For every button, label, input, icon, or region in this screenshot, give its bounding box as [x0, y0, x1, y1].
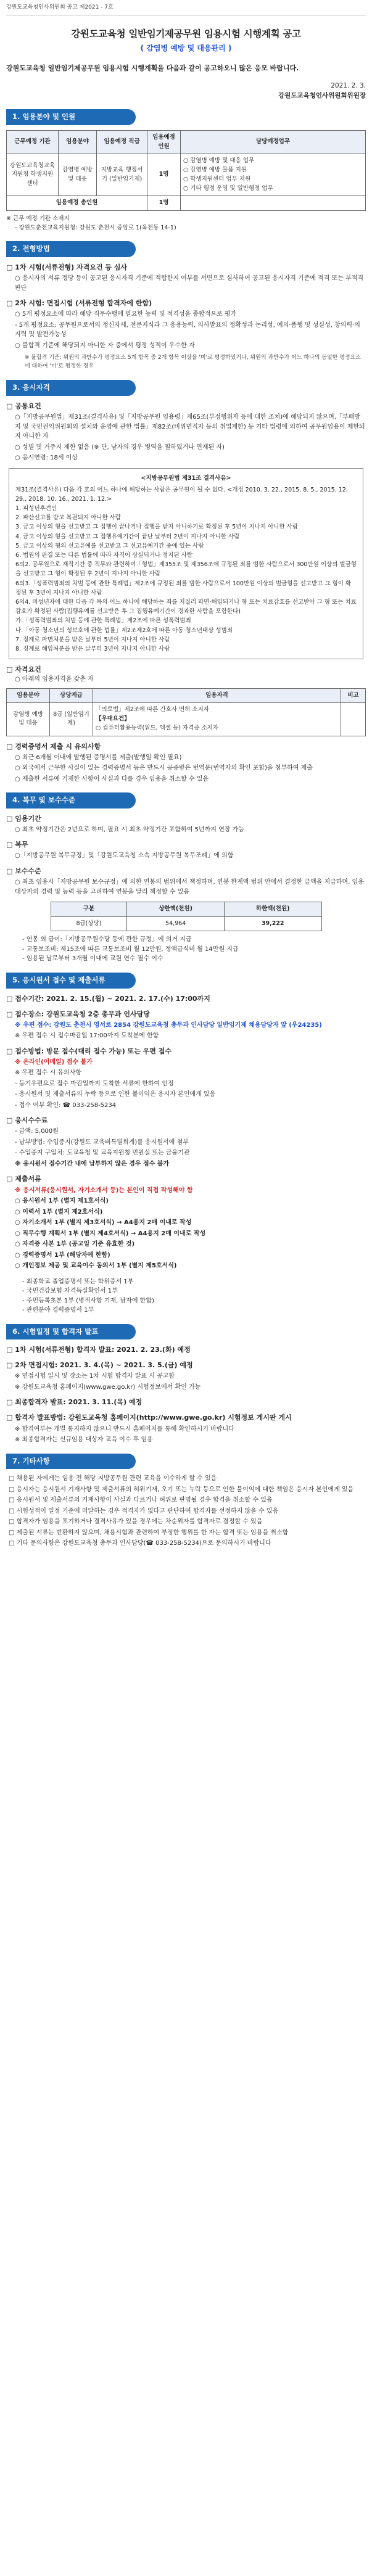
announcement-date: 2021. 2. 3. [331, 81, 366, 89]
box-line: 3. 금고 이상의 형을 선고받고 그 집행이 끝나거나 집행을 받지 아니하기로 확정된 후 5년이 지나지 아니한 사람 [15, 524, 299, 531]
step2-notes [15, 1372, 366, 1392]
intro-text: 강원도교육청 일반임기제공무원 임용시험 시행계획을 다음과 같이 공고하오니 많은 응모 바랍니다. [6, 64, 299, 72]
fee-body [15, 1127, 366, 1169]
duty-item: ○ 감염병 예방 및 대응 업무 [183, 157, 255, 165]
table-header-cell: 임용예정 인원 [147, 130, 181, 154]
quals-cell [93, 703, 341, 736]
paragraph: ○ 불합격 기준에 해당되지 아니한 자 중에서 평정 성적이 우수한 자 [15, 342, 195, 349]
paragraph: □ 응시원서 및 제출서류의 기재사항이 사실과 다르거나 허위로 판명될 경우 합격을 취소할 수 있음 [9, 1497, 273, 1504]
paragraph: ○ 제출한 서류에 기재한 사항이 사실과 다를 경우 임용을 취소할 수 있음 [15, 775, 209, 783]
term-body [15, 825, 366, 835]
paragraph: ○ 최근 6개월 이내에 발행된 증명서를 제출(발행일 확인 필요) [15, 754, 182, 761]
paragraph: - 5개 평정요소: 공무원으로서의 정신자세, 전문지식과 그 응용능력, 의사발표의 정확성과 논리성, 예의·품행 및 성실성, 창의력·의지력 및 발전가능성 [15, 321, 360, 339]
table-header-cell: 근무예정 기관 [7, 130, 59, 154]
box-line: 5. 금고 이상의 형의 선고유예를 선고받고 그 선고유예기간 중에 있는 사람 [15, 542, 204, 549]
docs-notes [22, 1277, 366, 1315]
table-header-cell: 담당예정업무 [181, 130, 366, 154]
section-2-heading: 2. 전형방법 [6, 241, 136, 257]
table-header-cell: 구분 [51, 902, 127, 917]
paragraph: ○ 경력증명서 1부 (해당자에 한함) [15, 1251, 110, 1259]
section-6-heading: 6. 시험일정 및 합격자 발표 [6, 1324, 136, 1340]
qual-item: ○ 컴퓨터활용능력(워드, 엑셀 등) 자격증 소지자 [96, 724, 219, 731]
table-header-cell: 하한액(천원) [224, 902, 321, 917]
paragraph: ○ 5개 평정요소에 따라 해당 직무수행에 필요한 능력 및 적격성을 종합적으로 평가 [15, 311, 237, 318]
step2-body [15, 310, 366, 350]
disqualification-box [9, 468, 363, 660]
box-line: 1. 피성년후견인 [15, 505, 57, 512]
method-title: □ 접수방법: 방문 접수(대리 접수 가능) 또는 우편 접수 [6, 1047, 172, 1055]
docs-title: □ 제출서류 [6, 1175, 41, 1183]
duty-item: ○ 학생지원센터 업무 지원 [183, 175, 251, 183]
paragraph: □ 채용된 자에게는 임용 전 해당 지방공무원 관련 교육을 이수하게 할 수 있음 [9, 1475, 217, 1483]
section-1-heading: 1. 임용분야 및 인원 [6, 109, 136, 125]
paragraph: - 응시원서 및 제출서류의 누락 등으로 인한 불이익은 응시자 본인에게 있음 [15, 1091, 216, 1098]
paragraph: ※ 온라인(이메일) 접수 불가 [15, 1058, 93, 1066]
method-body [15, 1058, 366, 1111]
grade-cell: 8급(상당) [51, 916, 127, 931]
recruit-table-header [7, 130, 366, 154]
box-line: 7. 징계로 파면처분을 받은 날부터 5년이 지나지 아니한 사람 [15, 636, 170, 643]
table-header-cell: 상당계급 [50, 688, 93, 703]
paragraph: ○ 최초 약정기간은 2년으로 하며, 필요 시 최초 약정기간 포함하여 5년까지 연장 가능 [15, 826, 244, 833]
docs-body [15, 1186, 366, 1271]
paragraph: ※ 응시원서 접수기간 내에 납부하지 않은 경우 접수 불가 [15, 1160, 170, 1167]
paragraph: - 연봉 외 급여:「지방공무원수당 등에 관한 규정」에 의거 지급 [22, 936, 192, 944]
pay-table [51, 902, 322, 931]
paragraph: - 교통보조비: 제15조에 따른 교통보조비 월 12만원, 정액급식비 월 14만원 지급 [22, 945, 239, 953]
term-title: □ 임용기간 [6, 814, 41, 823]
duty-title: □ 복무 [6, 841, 28, 849]
paragraph: □ 기타 문의사항은 강원도교육청 총무과 인사담당(☎ 033-258-5234)으로 문의하시기 바랍니다 [9, 1540, 271, 1547]
fail-criteria-note: ※ 불합격 기준: 위원의 과반수가 평정요소 5개 항목 중 2개 항목 이상을 '미'로 평정하였거나, 위원의 과반수가 어느 하나의 동일한 평정요소에 대하여 '미'로 평정한 경우 [25, 355, 361, 370]
table-row [51, 916, 321, 931]
total-label-cell: 임용예정 총인원 [7, 196, 147, 211]
table-header-cell: 임용분야 [7, 688, 50, 703]
common-req-title: □ 공통요건 [6, 402, 41, 410]
section-5-heading: 5. 응시원서 접수 및 제출서류 [6, 973, 136, 989]
place-body [15, 1021, 366, 1041]
paragraph: ○ 성별 및 거주지 제한 없음 (※ 단, 남자의 경우 병역을 필하였거나 면제된 자) [15, 443, 225, 451]
field-cell: 감염병 예방 및 대응 [7, 703, 50, 736]
count-cell: 1명 [147, 154, 181, 196]
page-title: 강원도교육청 일반임기제공무원 임용시험 시행계획 공고 [71, 28, 301, 39]
period-title: □ 접수기간: 2021. 2. 15.(월) ~ 2021. 2. 17.(수) 17:00까지 [6, 994, 210, 1003]
paragraph: - 최종학교 졸업증명서 또는 학위증서 1부 [22, 1278, 134, 1285]
box-line: 6의4. 미성년자에 대한 다음 각 목의 어느 하나에 해당하는 죄를 저질러 파면·해임되거나 형 또는 치료감호를 선고받아 그 형 또는 치료감호가 확정된 사람(집행유예를 선고받은 후 그 집행유예기간이 경과한 사람을 포함한다) [15, 598, 357, 615]
paragraph: ※ 응시서류(응시원서, 자기소개서 등)는 본인이 직접 작성해야 함 [15, 1187, 193, 1194]
upper-cell: 54,964 [127, 916, 225, 931]
paragraph: ※ 우편 접수 시 유의사항 [15, 1069, 82, 1077]
fee-title: □ 응시수수료 [6, 1116, 48, 1125]
step1-title: □ 1차 시험(서류전형) 자격요건 등 심사 [6, 263, 128, 272]
paragraph: ○ 응시자의 서류 정당 등이 공고된 응시자격 기준에 적합한지 여부를 서면으로 심사하여 공고된 응시자격 기준에 적격 또는 부적격 판단 [15, 275, 364, 292]
pay-notes [22, 935, 366, 964]
step2-announce: □ 2차 면접시험: 2021. 3. 4.(목) ~ 2021. 3. 5.(금) 예정 [6, 1361, 193, 1370]
exp-cert-body [15, 753, 366, 784]
box-line: 6의3.「성폭력범죄의 처벌 등에 관한 특례법」제2조에 규정된 죄를 범한 사람으로서 100만원 이상의 벌금형을 선고받고 그 형이 확정된 후 3년이 지나지 아니한 사람 [15, 580, 352, 596]
paragraph: □ 제출된 서류는 반환하지 않으며, 채용시험과 관련하여 부정한 행위를 한 자는 합격 또는 임용을 취소함 [9, 1529, 289, 1536]
pay-body [15, 878, 366, 897]
paragraph: ※ 면접시험 일시 및 장소는 1차 시험 합격자 발표 시 공고함 [15, 1373, 175, 1380]
recruit-table [6, 130, 366, 211]
pay-title: □ 보수수준 [6, 866, 41, 875]
location-notes [6, 215, 366, 232]
empty-cell [181, 196, 366, 211]
table-row [7, 703, 366, 736]
paragraph: - 납부방법: 수입증지(강원도 교육비특별회계)를 응시원서에 첨부 [15, 1138, 189, 1146]
total-value-cell: 1명 [147, 196, 181, 211]
box-line: 8. 징계로 해임처분을 받은 날부터 3년이 지나지 아니한 사람 [15, 645, 170, 652]
table-row [7, 196, 366, 211]
place-title: □ 접수장소: 강원도교육청 2층 총무과 인사담당 [6, 1010, 150, 1018]
paragraph: ○ 응시연령: 18세 이상 [15, 455, 78, 462]
lower-cell: 39,222 [224, 916, 321, 931]
duties-cell [181, 154, 366, 196]
box-line: 나.「아동·청소년의 성보호에 관한 법률」제2조제2호에 따른 아동·청소년대상 성범죄 [15, 627, 233, 634]
box-line: 2. 파산선고를 받고 복권되지 아니한 사람 [15, 514, 121, 522]
paragraph: - 국민건강보험 자격득실확인서 1부 [22, 1288, 118, 1295]
duty-body [15, 851, 366, 861]
paragraph: - 등기우편으로 접수 마감일까지 도착한 서류에 한하여 인정 [15, 1080, 174, 1087]
paragraph: - 관련분야 경력증명서 1부 [22, 1307, 94, 1314]
paragraph: ○ 자기소개서 1부 (별지 제3호서식) → A4용지 2매 이내로 작성 [15, 1219, 192, 1227]
paragraph: ○ 최초 임용시「지방공무원 보수규정」에 의한 연봉의 범위에서 책정하며, 연봉 한계액 범위 안에서 결정한 금액을 지급하며, 임용대상자의 경력 및 능력 등을 고려하여 연봉을 달리 책정할 수 있음 [15, 879, 364, 895]
box-line: 6. 법원의 판결 또는 다른 법률에 따라 자격이 상실되거나 정지된 사람 [15, 552, 193, 559]
table-header-cell: 상한액(천원) [127, 902, 225, 917]
qual-req-title: □ 자격요건 [6, 665, 41, 674]
org-cell: 강원도교육청교육지원청 학생지원센터 [7, 154, 59, 196]
grade-cell: 지방교육 행정서기 (일반임기제) [97, 154, 147, 196]
pay-table-header [51, 902, 321, 917]
paragraph: ○ 자격증 사본 1부 (공고일 기준 유효한 것) [15, 1241, 135, 1248]
misc-body [9, 1474, 366, 1549]
box-line: 6의2. 공무원으로 재직기간 중 직무와 관련하여「형법」제355조 및 제356조에 규정된 죄를 범한 사람으로서 300만원 이상의 벌금형을 선고받고 그 형이 확정된 후 2년이 지나지 아니한 사람 [15, 561, 357, 578]
paragraph: ※ 합격여부는 개별 통지하지 않으니 반드시 홈페이지를 통해 확인하시기 바랍니다 [15, 1425, 234, 1433]
table-row [7, 154, 366, 196]
paragraph: ※ 강원도교육청 홈페이지(www.gwe.go.kr) 시험정보에서 확인 가능 [15, 1383, 201, 1391]
paragraph: - 수입증지 구입처: 도교육청 및 교육지원청 민원실 또는 금융기관 [15, 1150, 190, 1157]
qualification-table [6, 688, 366, 736]
remark-cell [341, 703, 366, 736]
field-cell: 감염병 예방 및 대응 [59, 154, 97, 196]
paragraph: - 접수 여부 확인: ☎ 033-258-5234 [15, 1101, 117, 1109]
paragraph: - 금액: 5,000원 [15, 1128, 59, 1135]
step1-announce: □ 1차 시험(서류전형) 합격자 발표: 2021. 2. 23.(화) 예정 [6, 1346, 191, 1354]
issuer-name: 강원도교육청인사위원회위원장 [278, 91, 366, 99]
section-3-heading: 3. 응시자격 [6, 380, 136, 396]
announce-notes [15, 1425, 366, 1445]
paragraph: - 임용된 날로부터 3개월 이내에 교원 연수 필수 이수 [22, 955, 163, 963]
step2-title: □ 2차 시험: 면접시험 (서류전형 합격자에 한함) [6, 299, 152, 308]
qual-item: 【우대요건】 [96, 715, 130, 723]
final-announce: □ 최종합격자 발표: 2021. 3. 11.(목) 예정 [6, 1398, 143, 1407]
paragraph: ○ 개인정보 제공 및 교육이수 동의서 1부 (별지 제5호서식) [15, 1262, 177, 1270]
table-header-cell: 임용분야 [59, 130, 97, 154]
paragraph: ○「지방공무원 복무규정」및「강원도교육청 소속 지방공무원 복무조례」에 의함 [15, 852, 234, 860]
box-line: 4. 금고 이상의 형을 선고받고 그 집행유예기간이 끝난 날부터 2년이 지나지 아니한 사람 [15, 533, 240, 540]
exp-cert-title: □ 경력증명서 제출 시 유의사항 [6, 742, 101, 751]
step1-body [15, 274, 366, 293]
page-subtitle: ( 감염병 예방 및 대응관리 ) [140, 43, 232, 52]
section-4-heading: 4. 복무 및 보수수준 [6, 792, 136, 809]
paragraph: ○ 외국에서 근무한 사실이 있는 경력증명서 등은 반드시 공증받은 번역문(번역자의 확인 포함)을 첨부하여 제출 [15, 765, 313, 772]
section-7-heading: 7. 기타사항 [6, 1454, 136, 1470]
qual-item: 「의료법」제2조에 따른 간호사 면허 소지자 [96, 706, 209, 714]
duty-item: ○ 기타 행정 운영 및 일반행정 업무 [183, 184, 273, 192]
qual-req-note: ○ 아래의 임용자격을 갖춘 자 [15, 676, 94, 683]
paragraph: □ 시험성적이 일정 기준에 미달하는 경우 적격자가 없다고 판단하여 합격자를 선정하지 않을 수 있음 [9, 1507, 279, 1515]
paragraph: ○「지방공무원법」제31조(결격사유) 및「지방공무원 임용령」제65조(부정행위자 등에 대한 조치)에 해당되지 않으며,「부패방지 및 국민권익위원회의 설치와 운영에 관한 법률」제82조(비위면직자 등의 취업제한) 등 기타 법령에 의하여 공무원임용이 제한되지 아니한 자 [15, 414, 365, 440]
table-header-cell: 비고 [341, 688, 366, 703]
table-header-cell: 임용자격 [93, 688, 341, 703]
paragraph: ○ 이력서 1부 (별지 제2호서식) [15, 1208, 103, 1216]
duty-item: ○ 감염병 예방 물품 지원 [183, 167, 247, 174]
box-title: <지방공무원법 제31조 결격사유> [141, 474, 231, 482]
qualification-table-header [7, 688, 366, 703]
paragraph: □ 합격자가 임용을 포기하거나 결격사유가 있을 경우에는 차순위자를 합격자로 결정할 수 있음 [9, 1518, 263, 1526]
box-line: 가.「성폭력범죄의 처벌 등에 관한 특례법」제2조에 따른 성폭력범죄 [15, 617, 191, 625]
paragraph: □ 응시자는 응시원서 기재사항 및 제출서류의 허위기재, 오기 또는 누락 등으로 인한 불이익에 대한 책임은 응시자 본인에게 있음 [9, 1486, 354, 1493]
paragraph: ※ 우편 접수 시 접수마감일 17:00까지 도착분에 한함 [15, 1032, 159, 1040]
paragraph: ※ 최종합격자는 신규임용 대상자 교육 이수 후 임용 [15, 1436, 153, 1444]
rank-cell: 8급 (일반임기제) [50, 703, 93, 736]
note-item: - 강원도춘천교육지원청: 강원도 춘천시 중앙로 1(옥천동 14-1) [15, 224, 176, 231]
paragraph: - 주민등록초본 1부 (병적사항 기재, 남자에 한함) [22, 1297, 154, 1304]
paragraph: ○ 직무수행 계획서 1부 (별지 제4호서식) → A4용지 2매 이내로 작성 [15, 1230, 206, 1237]
announce-method-title: □ 합격자 발표방법: 강원도교육청 홈페이지(http://www.gwe.go.kr) 시험정보 게시판 게시 [6, 1414, 292, 1422]
note-item: ※ 근무 예정 기관 소재지 [6, 215, 70, 222]
document-number: 강원도교육청인사위원회 공고 제2021 - 7호 [6, 0, 366, 15]
box-line: 제31조(결격사유) 다음 각 호의 어느 하나에 해당하는 사람은 공무원이 될 수 없다. <개정 2010. 3. 22., 2015. 8. 5., 2015. 12. 29., 2018. 10. 16., 2021. 1. 12.> [15, 486, 348, 503]
table-header-cell: 임용예정 직급 [97, 130, 147, 154]
paragraph: ※ 우편 접수: 강원도 춘천시 영서로 2854 강원도교육청 총무과 인사담당 일반임기제 채용담당자 앞 (우24235) [15, 1021, 322, 1029]
paragraph: ○ 응시원서 1부 (별지 제1호서식) [15, 1198, 109, 1205]
common-req-body [15, 413, 366, 463]
